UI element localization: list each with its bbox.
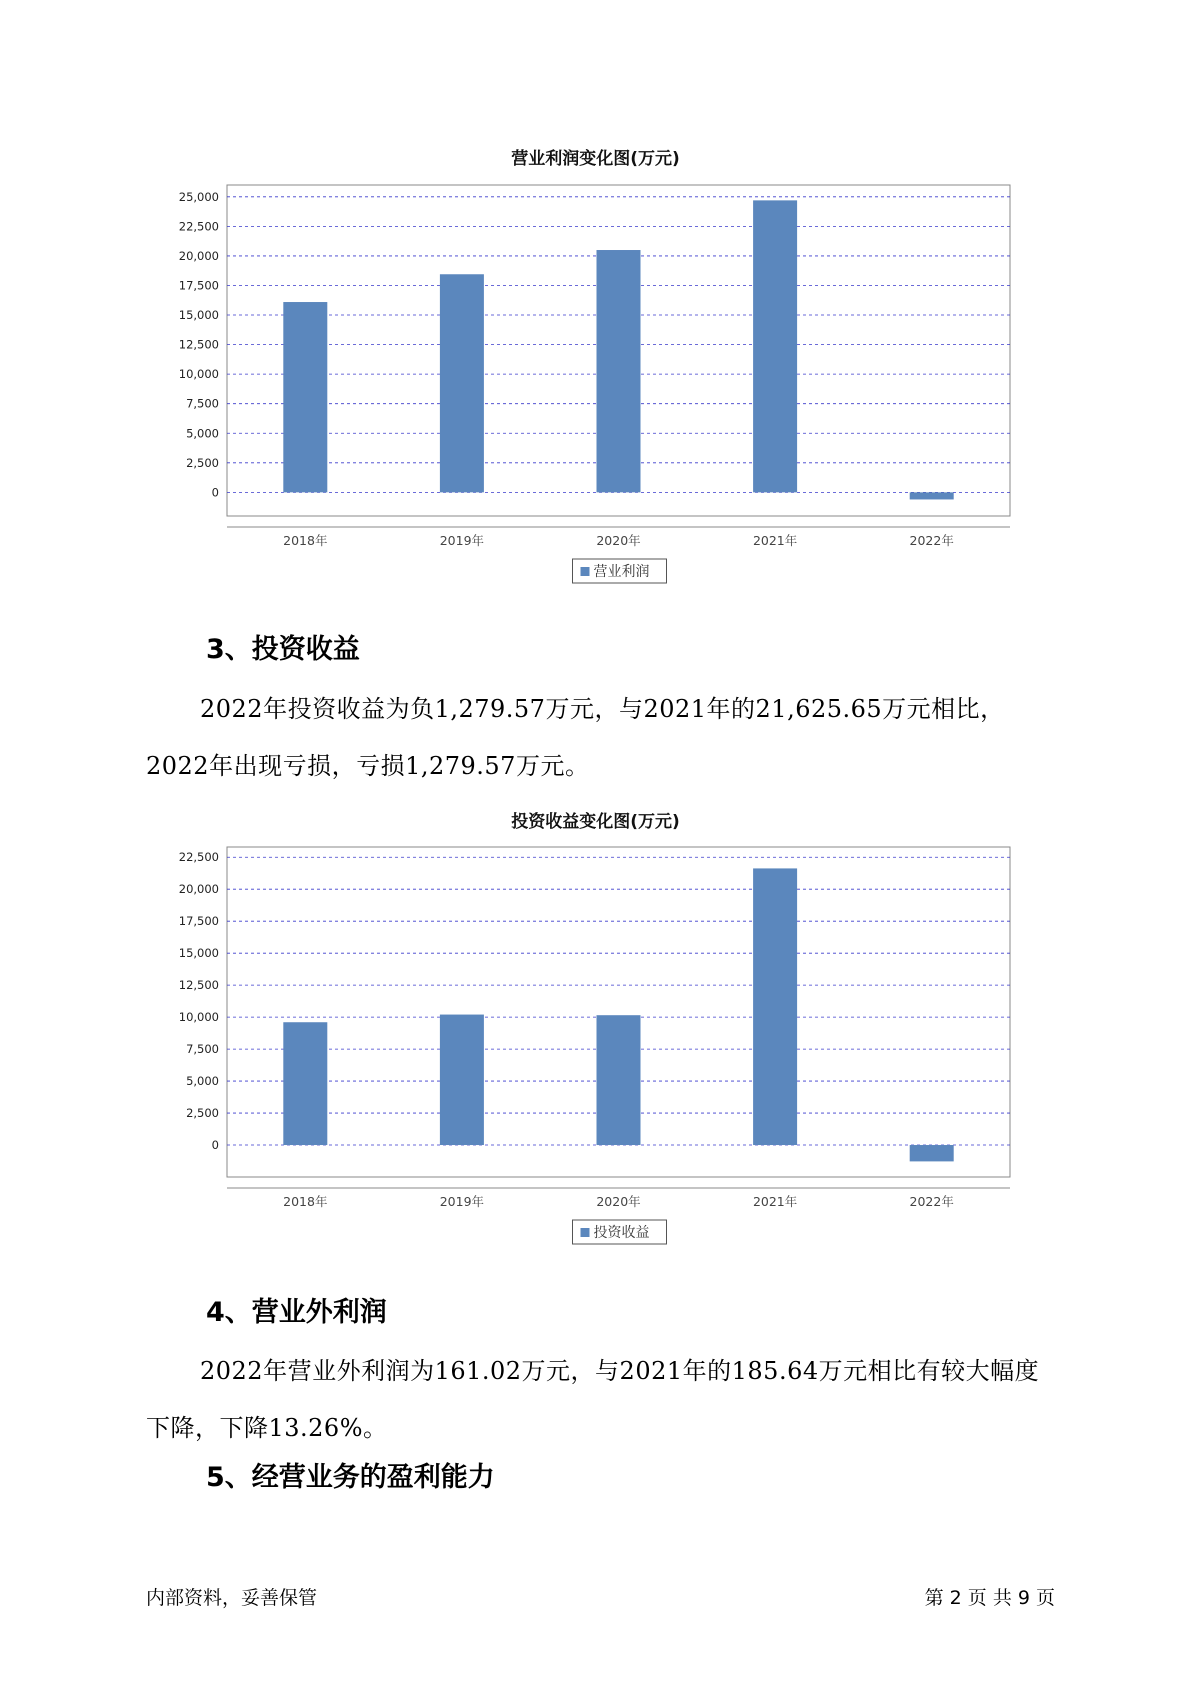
legend-label: 投资收益 bbox=[593, 1225, 650, 1241]
y-tick-label: 12,500 bbox=[178, 978, 219, 993]
bar-2019年 bbox=[440, 1015, 484, 1145]
footer-page-number: 第 2 页 共 9 页 bbox=[924, 1587, 1055, 1609]
bar-2021年 bbox=[753, 200, 797, 492]
y-tick-label: 20,000 bbox=[178, 248, 219, 263]
investment-income-chart bbox=[150, 840, 1020, 1254]
x-tick-label: 2021年 bbox=[752, 1194, 798, 1209]
x-tick-label: 2020年 bbox=[596, 533, 641, 548]
y-tick-label: 17,500 bbox=[178, 914, 219, 929]
x-tick-label: 2020年 bbox=[596, 1194, 641, 1209]
x-tick-label: 2018年 bbox=[283, 1194, 328, 1209]
y-tick-label: 7,500 bbox=[186, 1042, 219, 1057]
x-tick-label: 2021年 bbox=[752, 533, 798, 548]
paragraph-investment-income: 2022年投资收益为负1,279.57万元，与2021年的21,625.65万元相比，2022年出现亏损，亏损1,279.57万元。 bbox=[146, 695, 1005, 780]
y-tick-label: 5,000 bbox=[186, 1074, 219, 1089]
y-tick-label: 10,000 bbox=[178, 1010, 219, 1025]
x-tick-label: 2018年 bbox=[283, 533, 328, 548]
bar-2018年 bbox=[283, 1022, 327, 1145]
y-tick-label: 0 bbox=[211, 485, 219, 500]
y-tick-label: 20,000 bbox=[178, 882, 219, 897]
bar-2021年 bbox=[753, 868, 797, 1145]
chart1-title: 营业利润变化图(万元) bbox=[511, 149, 680, 169]
x-tick-label: 2019年 bbox=[439, 533, 485, 548]
y-tick-label: 0 bbox=[211, 1138, 219, 1153]
section-heading-investment-income: 3、投资收益 bbox=[206, 634, 360, 665]
footer-confidential-note: 内部资料，妥善保管 bbox=[146, 1587, 318, 1609]
y-tick-label: 12,500 bbox=[178, 337, 219, 352]
y-tick-label: 15,000 bbox=[178, 946, 219, 961]
y-tick-label: 2,500 bbox=[186, 455, 219, 470]
legend-swatch bbox=[581, 1228, 590, 1237]
y-tick-label: 22,500 bbox=[178, 850, 219, 865]
y-tick-label: 17,500 bbox=[178, 278, 219, 293]
bar-2022年 bbox=[910, 1145, 954, 1161]
bar-2020年 bbox=[597, 250, 641, 492]
legend-swatch bbox=[581, 567, 590, 576]
paragraph-non-operating-profit: 2022年营业外利润为161.02万元，与2021年的185.64万元相比有较大幅度下降，下降13.26%。 bbox=[146, 1357, 1040, 1442]
section-heading-operating-profitability: 5、经营业务的盈利能力 bbox=[206, 1462, 495, 1493]
y-tick-label: 25,000 bbox=[178, 189, 219, 204]
chart2-title: 投资收益变化图(万元) bbox=[511, 812, 680, 832]
bar-2020年 bbox=[597, 1015, 641, 1145]
x-tick-label: 2022年 bbox=[909, 1194, 954, 1209]
x-tick-label: 2019年 bbox=[439, 1194, 485, 1209]
y-tick-label: 10,000 bbox=[178, 367, 219, 382]
y-tick-label: 7,500 bbox=[186, 396, 219, 411]
bar-2019年 bbox=[440, 274, 484, 492]
bar-2018年 bbox=[283, 302, 327, 492]
section-heading-non-operating-profit: 4、营业外利润 bbox=[206, 1297, 387, 1328]
operating-profit-chart bbox=[150, 180, 1020, 590]
y-tick-label: 15,000 bbox=[178, 308, 219, 323]
y-tick-label: 2,500 bbox=[186, 1106, 219, 1121]
y-tick-label: 22,500 bbox=[178, 219, 219, 234]
bar-2022年 bbox=[910, 492, 954, 499]
y-tick-label: 5,000 bbox=[186, 426, 219, 441]
x-tick-label: 2022年 bbox=[909, 533, 954, 548]
legend-label: 营业利润 bbox=[593, 564, 650, 580]
